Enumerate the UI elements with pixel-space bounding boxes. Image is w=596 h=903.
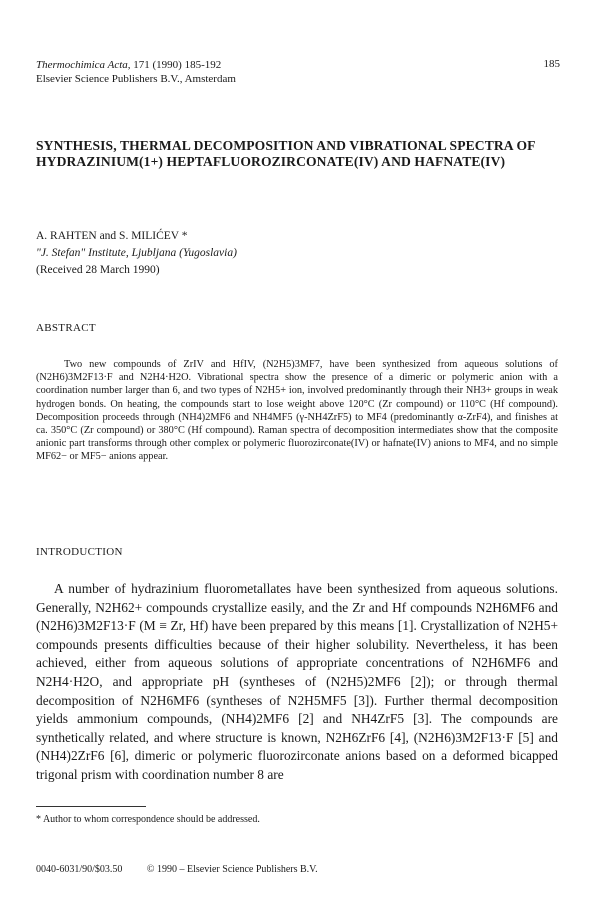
- page-footer: [36, 864, 340, 875]
- footnote: * Author to whom correspondence should be addressed.: [36, 814, 260, 825]
- copyright: © 1990 – Elsevier Science Publishers B.V.: [146, 864, 318, 875]
- publisher: Elsevier Science Publishers B.V., Amsterdam: [36, 73, 236, 85]
- abstract-text: Two new compounds of ZrIV and HfIV, (N2H5)3MF7, have been synthesized from aqueous solutions of (N2H6)3M2F13·F and N2H4·H2O. Vibrational spectra show the presence of a dimeric or polymeric anion with a coordination number larger than 6, and two types of N2H5+ ion, involved predominantly through their NH3+ groups in weak hydrogen bonds. On heating, the compounds start to lose weight above 120°C (Zr compound) or 110°C (Hf compound). Decomposition proceeds through (NH4)2MF6 and NH4MF5 (γ-NH4ZrF5) to MF4 (predominantly α-ZrF4), and finishes at ca. 350°C (Zr compound) or 380°C (Hf compound). Raman spectra of decomposition intermediates show that the composite anionic part transforms through other complex or polymeric fluorozirconate(IV) or hafnate(IV) anions to MF4, and no simple MF62− or MF5− anions appear.: [36, 359, 558, 463]
- journal-header: [36, 58, 236, 86]
- affiliation: "J. Stefan" Institute, Ljubljana (Yugoslavia): [36, 247, 237, 259]
- journal-name: Thermochimica Acta,: [36, 59, 131, 71]
- journal-citation: 171 (1990) 185-192: [130, 59, 222, 71]
- abstract-heading: ABSTRACT: [36, 322, 96, 334]
- introduction-text: A number of hydrazinium fluorometallates have been synthesized from aqueous solutions. Generally, N2H62+ compounds crystallize easily, and the Zr and Hf compounds N2H6MF6 and (N2H6)3M2F13·F (M ≡ Zr, Hf) have been prepared by this means [1]. Crystallization of N2H5+ compounds presents difficulties because of their higher solubility. Nevertheless, it has been achieved, either from aqueous solutions of appropriate concentrations of N2H6MF6 and N2H4·H2O, and appropriate pH (syntheses of (N2H5)2MF6 [2]); or through thermal decomposition of N2H6MF6 (syntheses of N2H5MF5 [3]). Further thermal decomposition yields ammonium compounds, (NH4)2MF6 [2] and NH4ZrF5 [3]. The compounds are synthetically related, and where structure is known, N2H6ZrF6 [4], (N2H6)3M2F13·F [5] and (NH4)2ZrF6 [6], dimeric or polymeric fluorozirconate anions based on a deformed bicapped trigonal prism with coordination number 8 are: [36, 581, 558, 782]
- issn-code: 0040-6031/90/$03.50: [36, 864, 123, 875]
- article-title: SYNTHESIS, THERMAL DECOMPOSITION AND VIBRATIONAL SPECTRA OF HYDRAZINIUM(1+) HEPTAFLUOROZIRCONATE(IV) AND HAFNATE(IV): [36, 138, 536, 169]
- author-block: [36, 228, 237, 279]
- page-number: 185: [543, 58, 560, 70]
- footnote-rule: [36, 806, 146, 807]
- introduction-heading: INTRODUCTION: [36, 546, 123, 558]
- author-names: A. RAHTEN and S. MILIĆEV *: [36, 230, 188, 242]
- received-date: (Received 28 March 1990): [36, 264, 160, 276]
